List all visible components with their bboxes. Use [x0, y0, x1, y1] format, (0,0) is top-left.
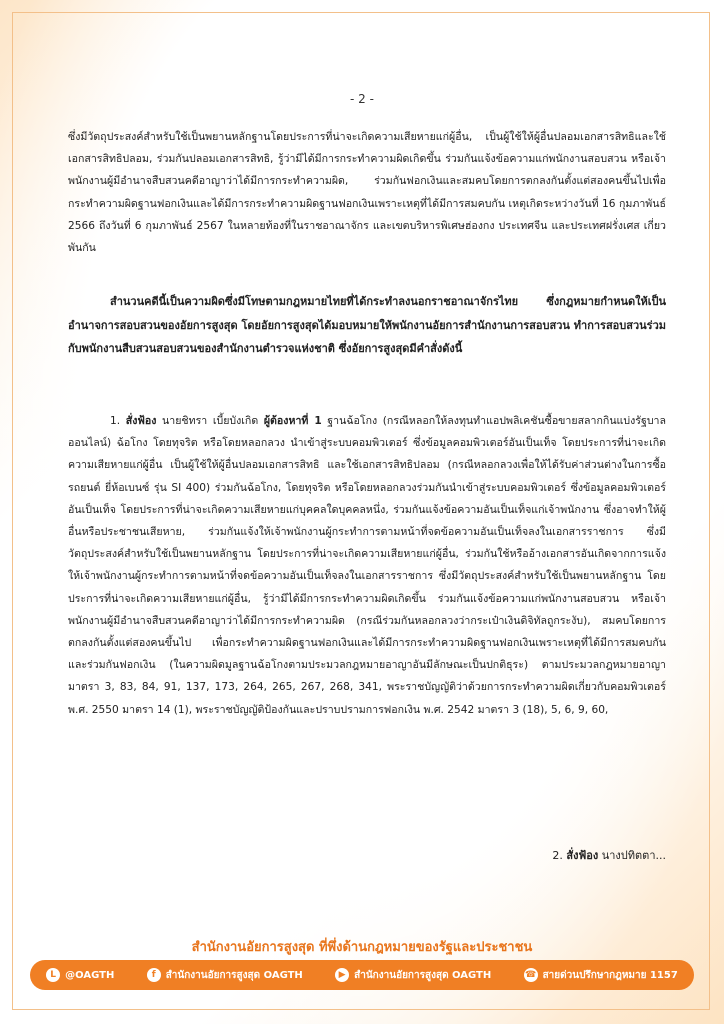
- order-number: 1.: [110, 415, 126, 427]
- next-order-label: สั่งฟ้อง: [566, 849, 599, 862]
- defendant-name: นายชิทรา เบี้ยบังเกิด: [156, 415, 264, 427]
- order-label: สั่งฟ้อง: [125, 415, 157, 427]
- footer-item-line[interactable]: L @OAGTH: [46, 968, 114, 982]
- next-page-continuation: 2. สั่งฟ้อง นางปทิตตา...: [552, 849, 666, 862]
- defendant-role: ผู้ต้องหาที่ 1: [263, 415, 322, 427]
- page-number: - 2 -: [350, 92, 374, 106]
- phone-icon: ☎: [524, 970, 537, 980]
- footer-slogan: สำนักงานอัยการสูงสุด ที่พึ่งด้านกฎหมายของรัฐและประชาชน: [191, 940, 533, 955]
- order-body: ฐานฉ้อโกง (กรณีหลอกให้ลงทุนทำแอปพลิเคชันซื้อขายสลากกินแบ่งรัฐบาลออนไลน์) ฉ้อโกง โดยทุจริต หรือโดยหลอกลวง นำเข้าสู่ระบบคอมพิวเตอร์ ซึ่งข้อมูลคอมพิวเตอร์อันเป็นเท็จ โดยประการที่น่าจะเกิดความเสียหายแก่ผู้อื่น เป็นผู้ใช้ให้ผู้อื่นปลอมเอกสารสิทธิ และใช้เอกสารสิทธิปลอม (กรณีหลอกลวงเพื่อให้ได้รับค่าส่วนต่างในการซื้อรถยนต์ ยี่ห้อเบนซ์ รุ่น SI 400) ร่วมกันฉ้อโกง, โดยทุจริต หรือโดยหลอกลวงร่วมกันนำเข้าสู่ระบบคอมพิวเตอร์ ซึ่งข้อมูลคอมพิวเตอร์อันเป็นเท็จ โดยประการที่น่าจะเกิดความเสียหายแก่บุคคลใดบุคคลหนึ่ง, ร่วมกันแจ้งข้อความอันเป็นเท็จแก่เจ้าพนักงาน ซึ่งอาจทำให้ผู้อื่นหรือประชาชนเสียหาย, ร่วมกันแจ้งให้เจ้าพนักงานผู้กระทำการตามหน้าที่จดข้อความอันเป็นเท็จลงในเอกสารราชการ ซึ่งมีวัตถุประสงค์สำหรับใช้เป็นพยานหลักฐาน โดยประการที่น่าจะเกิดความเสียหายแก่ผู้อื่น, ร่วมกันใช้หรืออ้างเอกสารอันเกิดจากการแจ้งให้เจ้าพนักงานผู้กระทำการตามหน้าที่จดข้อความอันเป็นเท็จลงในเอกสารราชการ ซึ่งมีวัตถุประสงค์สำหรับใช้เป็นพยานหลักฐาน โดยประการที่น่าจะเกิดความเสียหายแก่ผู้อื่น, รู้ว่ามีได้มีการกระทำความผิดเกิดขึ้น ร่วมกันแจ้งข้อความแก่พนักงานสอบสวน หรือเจ้าพนักงานผู้มีอำนาจสืบสวนคดีอาญาว่าได้มีการกระทำความผิด (กรณีร่วมกันหลอกลวงว่ากระเป๋าเงินดิจิทัลถูกระงับ), สมคบโดยการตกลงกันตั้งแต่สองคนขึ้นไป เพื่อกระทำความผิดฐานฟอกเงินและได้มีการกระทำความผิดฐานฟอกเงินเพราะเหตุที่ได้มีการสมคบกัน และร่วมกันฟอกเงิน (ในความผิดมูลฐานฉ้อโกงตามประมวลกฎหมายอาญาอันมีลักษณะเป็นปกติธุระ) ตามประมวลกฎหมายอาญา มาตรา 3, 83, 84, 91, 137, 173, 264, 265, 267, 268, 341, พระราชบัญญัติว่าด้วยการกระทำความผิดเกี่ยวกับคอมพิวเตอร์ พ.ศ. 2550 มาตรา 14 (1), พระราชบัญญัติป้องกันและปราบปรามการฟอกเงิน พ.ศ. 2542 มาตรา 3 (18), 5, 6, 9, 60,: [68, 415, 666, 716]
- footer-item-facebook[interactable]: f สำนักงานอัยการสูงสุด OAGTH: [147, 968, 303, 983]
- youtube-icon: ▶: [335, 968, 349, 982]
- facebook-icon: f: [147, 968, 161, 982]
- footer-item-hotline[interactable]: ☎ สายด่วนปรึกษากฎหมาย 1157: [524, 969, 678, 981]
- line-icon: L: [46, 968, 60, 982]
- footer-item-youtube[interactable]: ▶ สำนักงานอัยการสูงสุด OAGTH: [335, 968, 491, 983]
- paragraph-order-1: [68, 410, 666, 721]
- footer-contact-bar: [30, 960, 694, 990]
- paragraph-continuation: ซึ่งมีวัตถุประสงค์สำหรับใช้เป็นพยานหลักฐานโดยประการที่น่าจะเกิดความเสียหายแก่ผู้อื่น, เป็นผู้ใช้ให้ผู้อื่นปลอมเอกสารสิทธิและใช้เอกสารสิทธิปลอม, ร่วมกันปลอมเอกสารสิทธิ, รู้ว่ามีได้มีการกระทำความผิดเกิดขึ้น ร่วมกันแจ้งข้อความแก่พนักงานสอบสวน หรือเจ้าพนักงานผู้มีอำนาจสืบสวนคดีอาญาว่าได้มีการกระทำความผิด, ร่วมกันฟอกเงินและสมคบโดยการตกลงกันตั้งแต่สองคนขึ้นไปเพื่อกระทำความผิดฐานฟอกเงินและได้มีการกระทำความผิดฐานฟอกเงินเพราะเหตุที่ได้มีการสมคบกัน เหตุเกิดระหว่างวันที่ 16 กุมภาพันธ์ 2566 ถึงวันที่ 6 กุมภาพันธ์ 2567 ในหลายท้องที่ในราชอาณาจักร และเขตบริหารพิเศษฮ่องกง ประเทศจีน และประเทศฝรั่งเศส เกี่ยวพันกัน: [68, 131, 666, 255]
- paragraph-authority: สำนวนคดีนี้เป็นความผิดซึ่งมีโทษตามกฎหมายไทยที่ได้กระทำลงนอกราชอาณาจักรไทย ซึ่งกฎหมายกำหนดให้เป็นอำนาจการสอบสวนของอัยการสูงสุด โดยอัยการสูงสุดได้มอบหมายให้พนักงานอัยการสำนักงานการสอบสวน ทำการสอบสวนร่วมกับพนักงานสืบสวนสอบสวนของสำนักงานตำรวจแห่งชาติ ซึ่งอัยการสูงสุดมีคำสั่งดังนี้: [68, 295, 666, 355]
